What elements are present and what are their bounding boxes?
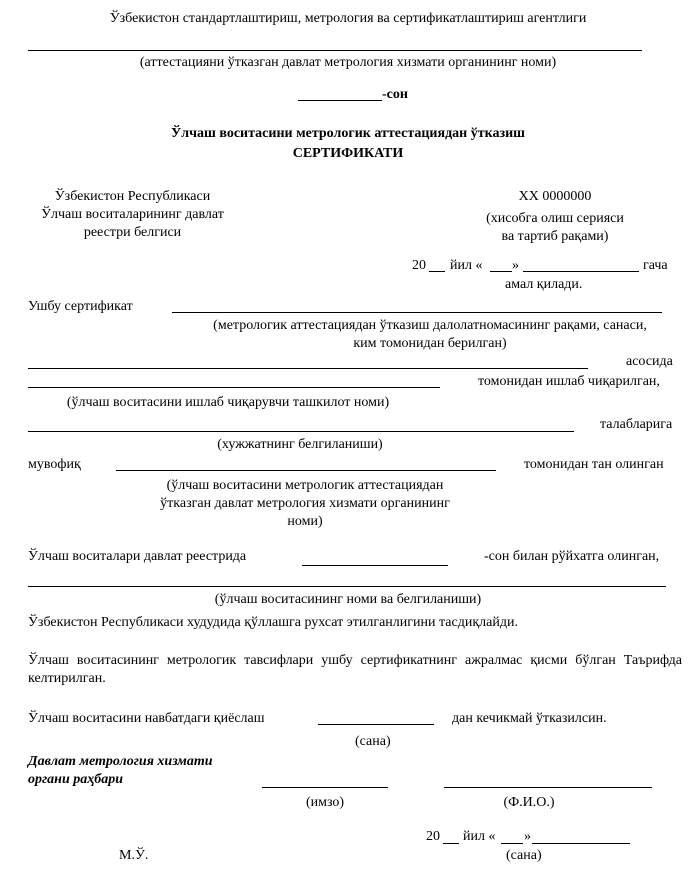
manufacturer-note: (ўлчаш воситасини ишлаб чиқарувчи ташкилот номи) <box>66 395 390 410</box>
registry-number-line <box>302 565 448 566</box>
validity-month-line <box>523 271 639 272</box>
manufactured-by: томонидан ишлаб чиқарилган, <box>478 374 660 389</box>
appendix-text: Ўлчаш воситасининг метрологик тавсифлари ушбу сертификатнинг ажралмас қисми бўлган Таърифда келтирилган. <box>28 653 682 686</box>
validity-year-word: йил « <box>450 258 483 273</box>
sign-month-line <box>532 843 630 844</box>
registry-sign-label: Ўлчаш воситаларининг давлат <box>41 207 224 222</box>
agency-line <box>28 50 642 51</box>
certificate-title: Ўлчаш воситасини метрологик аттестациядан ўтказиш <box>171 126 525 141</box>
name-line <box>444 787 652 788</box>
sign-day-line <box>501 843 523 844</box>
organ-note: номи) <box>287 514 323 529</box>
validity-year-prefix: 20 <box>412 258 426 273</box>
organ-note: (ўлчаш воситасини метрологик аттестациядан <box>166 478 444 493</box>
serial-number: ХХ 0000000 <box>518 189 592 204</box>
head-title: органи раҳбари <box>28 772 123 787</box>
name-note: (Ф.И.О.) <box>503 795 555 810</box>
agency-name: Ўзбекистон стандартлаштириш, метрология ва сертификатлаштириш агентлиги <box>109 11 587 26</box>
sign-year-line <box>443 843 459 844</box>
permission-text: Ўзбекистон Республикаси худудида қўллашга рухсат этилганлигини тасдиқлайди. <box>28 615 518 630</box>
basis-note: (метрологик аттестациядан ўтказиш далолатномасининг рақами, санаси, <box>213 318 647 333</box>
validity-until: гача <box>643 258 668 273</box>
serial-note: (хисобга олиш серияси <box>486 211 624 226</box>
basis-line-2 <box>28 368 588 369</box>
instrument-note: (ўлчаш воситасининг номи ва белгиланиши) <box>214 592 482 607</box>
document-note: (хужжатнинг белгиланиши) <box>217 437 383 452</box>
next-check-label: Ўлчаш воситасини навбатдаги қиёслаш <box>28 711 265 726</box>
requirements-line <box>28 431 574 432</box>
registry-tail: -сон билан рўйхатга олинган, <box>484 549 660 564</box>
conform-word: мувофиқ <box>28 457 81 472</box>
basis-line <box>172 312 662 313</box>
number-line <box>298 100 382 101</box>
validity-year-line <box>429 271 445 272</box>
sign-year-word: йил « <box>463 829 496 844</box>
next-check-tail: дан кечикмай ўтказилсин. <box>452 711 607 726</box>
certificate-label: Ушбу сертификат <box>28 299 133 314</box>
sign-date-note: (сана) <box>506 848 542 863</box>
conform-line <box>116 470 496 471</box>
next-check-date-line <box>318 724 434 725</box>
sign-quote-close: » <box>524 829 531 844</box>
manufacturer-line <box>28 387 440 388</box>
sign-year-prefix: 20 <box>426 829 440 844</box>
agency-note: (аттестацияни ўтказган давлат метрология хизмати органининг номи) <box>139 55 557 70</box>
serial-note: ва тартиб рақами) <box>501 229 609 244</box>
instrument-line <box>28 586 666 587</box>
validity-valid: амал қилади. <box>505 277 583 292</box>
number-suffix: -сон <box>382 87 408 102</box>
registry-label: Ўлчаш воситалари давлат реестрида <box>28 549 247 564</box>
validity-day-line <box>490 271 512 272</box>
recognized-by: томонидан тан олинган <box>524 457 664 472</box>
registry-sign-label: реестри белгиси <box>83 225 182 240</box>
date-note: (сана) <box>355 734 391 749</box>
organ-note: ўтказган давлат метрология хизмати органининг <box>160 496 450 511</box>
validity-quote-close: » <box>512 258 519 273</box>
basis-word: асосида <box>626 354 673 369</box>
stamp-label: М.Ў. <box>119 848 149 863</box>
basis-note: ким томонидан берилган) <box>353 336 507 351</box>
requirements-word: талабларига <box>600 417 673 432</box>
signature-line <box>262 787 388 788</box>
certificate-title-word: СЕРТИФИКАТИ <box>292 146 404 161</box>
registry-sign-label: Ўзбекистон Республикаси <box>54 189 211 204</box>
signature-note: (имзо) <box>305 795 345 810</box>
head-title: Давлат метрология хизмати <box>28 754 213 769</box>
